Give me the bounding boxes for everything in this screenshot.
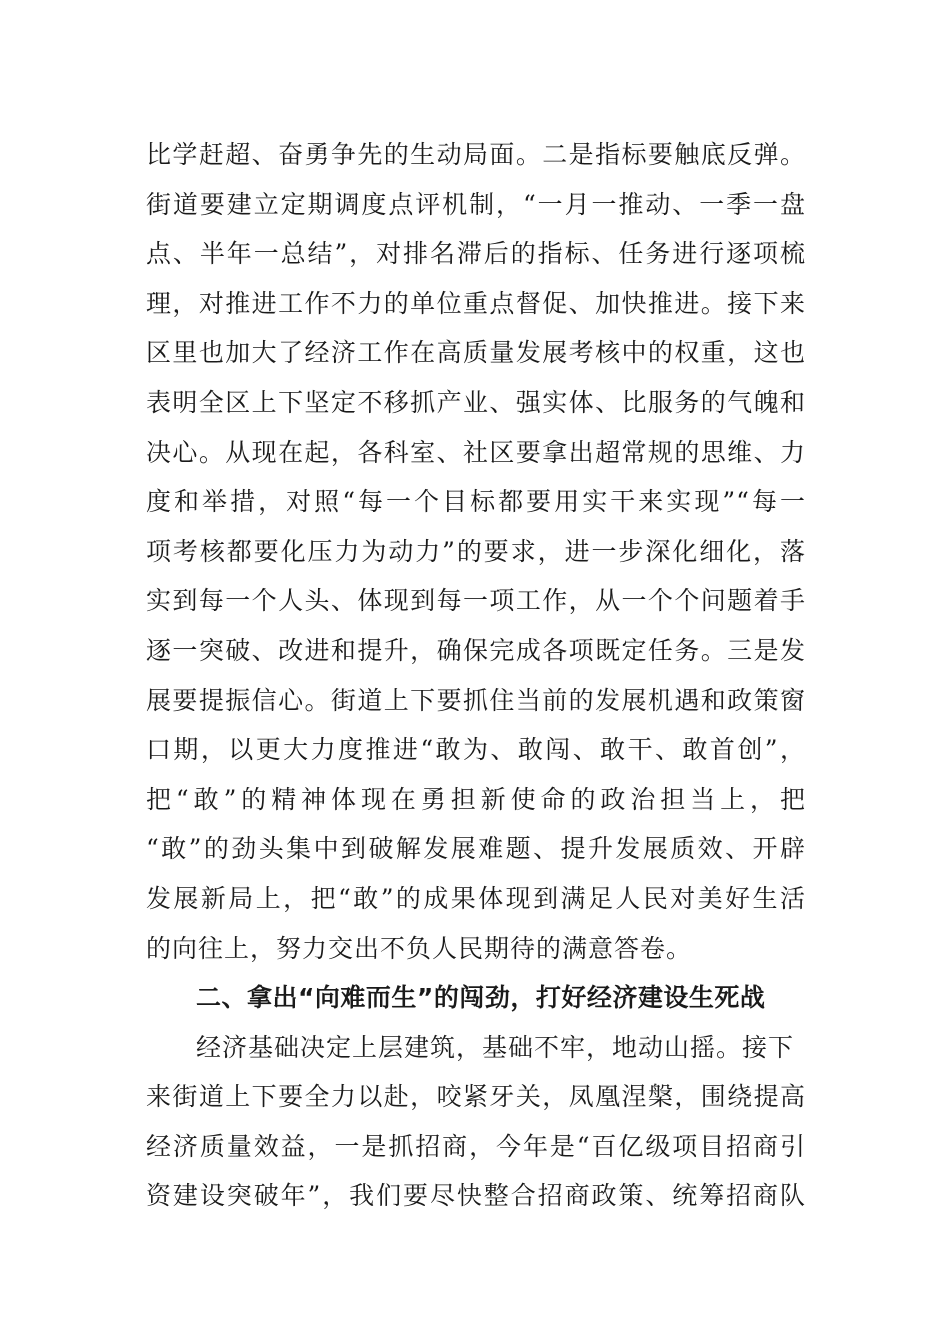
text-line: 街道要建立定期调度点评机制，“一月一推动、一季一盘 <box>146 189 806 219</box>
text-line: 实到每一个人头、体现到每一项工作，从一个个问题着手 <box>146 586 806 616</box>
text-line: 经济基础决定上层建筑，基础不牢，地动山摇。接下 <box>196 1032 795 1062</box>
text-line: 点、半年一总结”，对排名滞后的指标、任务进行逐项梳 <box>146 239 806 269</box>
text-line: 度和举措，对照“每一个目标都要用实干来实现”“每一 <box>146 487 806 517</box>
paragraph-1 <box>146 130 806 973</box>
text-line: 决心。从现在起，各科室、社区要拿出超常规的思维、力 <box>146 437 806 467</box>
text-line: 口期，以更大力度推进“敢为、敢闯、敢干、敢首创”， <box>146 735 806 765</box>
text-line: 来街道上下要全力以赴，咬紧牙关，凤凰涅槃，围绕提高 <box>146 1082 806 1112</box>
text-line: 表明全区上下坚定不移抓产业、强实体、比服务的气魄和 <box>146 387 806 417</box>
text-line: 比学赶超、奋勇争先的生动局面。二是指标要触底反弹。 <box>146 140 806 169</box>
text-line: 资建设突破年”，我们要尽快整合招商政策、统筹招商队 <box>146 1181 806 1211</box>
text-line: 展要提振信心。街道上下要抓住当前的发展机遇和政策窗 <box>146 685 806 715</box>
text-line: 逐一突破、改进和提升，确保完成各项既定任务。三是发 <box>146 635 806 665</box>
document-page <box>146 130 806 1221</box>
text-line: 经济质量效益，一是抓招商，今年是“百亿级项目招商引 <box>146 1131 806 1161</box>
text-line: 区里也加大了经济工作在高质量发展考核中的权重，这也 <box>146 338 806 368</box>
text-line: 的向往上，努力交出不负人民期待的满意答卷。 <box>146 933 693 963</box>
text-line: 发展新局上，把“敢”的成果体现到满足人民对美好生活 <box>146 883 806 913</box>
text-line: 把“敢”的精神体现在勇担新使命的政治担当上，把 <box>146 784 806 814</box>
text-line: 项考核都要化压力为动力”的要求，进一步深化细化，落 <box>146 536 806 566</box>
text-line: “敢”的劲头集中到破解发展难题、提升发展质效、开辟 <box>146 834 806 864</box>
text-line: 理，对推进工作不力的单位重点督促、加快推进。接下来 <box>146 288 806 318</box>
section-heading: 二、拿出“向难而生”的闯劲，打好经济建设生死战 <box>196 983 766 1013</box>
paragraph-2 <box>146 1023 806 1221</box>
